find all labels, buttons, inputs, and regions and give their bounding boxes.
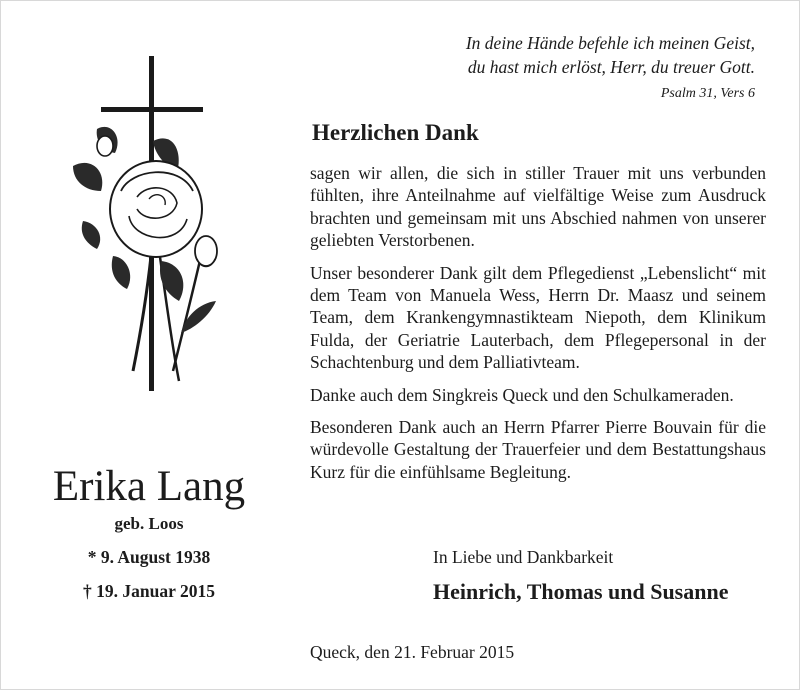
closing-phrase: In Liebe und Dankbarkeit <box>433 547 614 567</box>
paragraph-3: Danke auch dem Singkreis Queck und den Schulkameraden. <box>310 384 734 405</box>
psalm-quote <box>466 31 755 104</box>
quote-line-2: du hast mich erlöst, Herr, du treuer Gott. <box>467 57 755 77</box>
quote-source: Psalm 31, Vers 6 <box>660 86 755 101</box>
cross-with-rose-icon <box>61 51 261 401</box>
deceased-info <box>1 461 297 603</box>
place-date: Queck, den 21. Februar 2015 <box>310 642 515 662</box>
message-body <box>310 162 766 493</box>
death-date: † 19. Januar 2015 <box>83 581 215 601</box>
birth-date: * 9. August 1938 <box>87 547 211 567</box>
deceased-name: Erika Lang <box>52 463 246 510</box>
family-signature: Heinrich, Thomas und Susanne <box>433 579 729 604</box>
page-title: Herzlichen Dank <box>312 120 479 145</box>
paragraph-2: Unser besonderer Dank gilt dem Pflegedienst „Lebenslicht“ mit dem Team von Manuela Wess, Herrn Dr. Maasz und seinem Team, dem Krankengymnastikteam Niepoth, dem Klinikum Fulda, der Geriatrie Lauterbach, dem Pflegepersonal in der Schachtenburg und dem Palliativteam. <box>310 262 766 373</box>
paragraph-1: sagen wir allen, die sich in stiller Trauer mit uns verbunden fühlten, ihre Anteilnahme auf vielfältige Weise zum Ausdruck brachten und gemeinsam mit uns Abschied nahmen von unserer geliebten Verstorbenen. <box>310 163 766 251</box>
maiden-name: geb. Loos <box>114 514 184 533</box>
quote-line-1: In deine Hände befehle ich meinen Geist, <box>465 33 755 53</box>
paragraph-4: Besonderen Dank auch an Herrn Pfarrer Pierre Bouvain für die würdevolle Gestaltung der Trauerfeier und dem Bestattungshaus Kurz für die einfühlsame Begleitung. <box>310 417 766 482</box>
